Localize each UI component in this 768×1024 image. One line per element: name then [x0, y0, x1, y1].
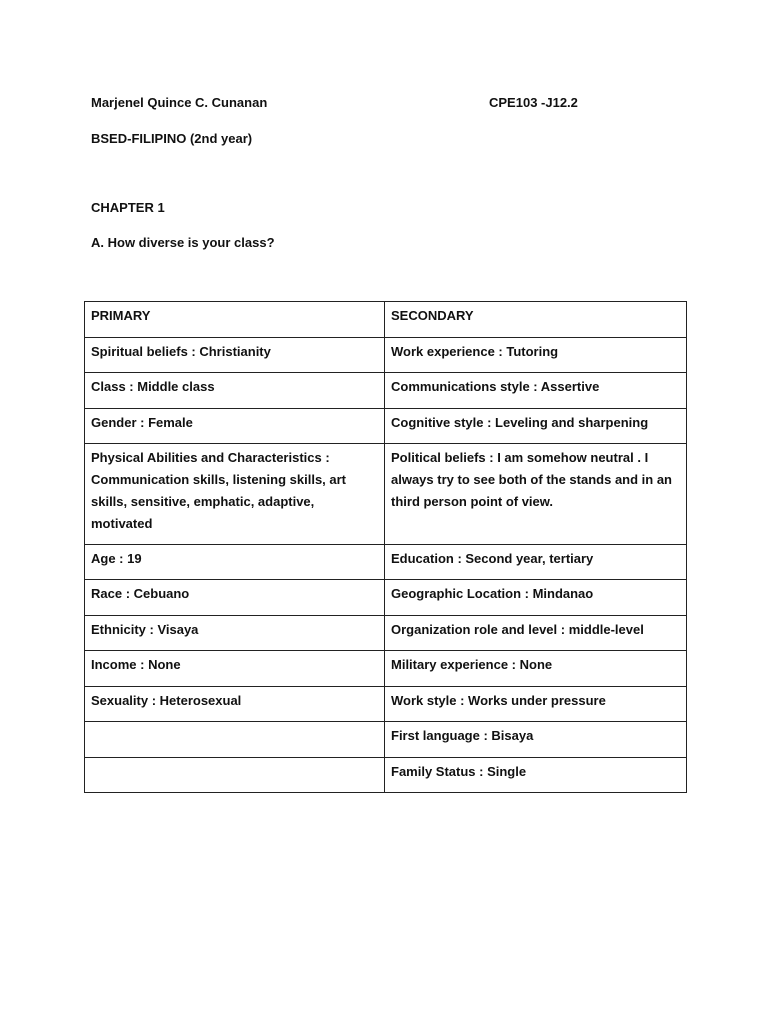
primary-cell [85, 722, 385, 758]
primary-cell: Age : 19 [85, 545, 385, 580]
secondary-cell: First language : Bisaya [385, 722, 687, 758]
table-header-row [85, 302, 687, 338]
secondary-cell: Work style : Works under pressure [385, 687, 687, 722]
table-row [85, 722, 687, 758]
table-row [85, 444, 687, 545]
diversity-table [84, 301, 687, 793]
chapter-heading: CHAPTER 1 [91, 200, 165, 215]
secondary-cell: Organization role and level : middle-level [385, 616, 687, 651]
table-row [85, 373, 687, 409]
course-code: CPE103 -J12.2 [489, 95, 578, 110]
table-row [85, 616, 687, 651]
program-name: BSED-FILIPINO (2nd year) [91, 131, 253, 146]
primary-cell: Gender : Female [85, 409, 385, 444]
secondary-cell: Family Status : Single [385, 758, 687, 793]
secondary-cell: Work experience : Tutoring [385, 338, 687, 373]
secondary-cell: Education : Second year, tertiary [385, 545, 687, 580]
secondary-cell: Cognitive style : Leveling and sharpening [385, 409, 687, 444]
secondary-cell: Military experience : None [385, 651, 687, 687]
table-row [85, 409, 687, 444]
header-primary: PRIMARY [85, 302, 385, 338]
table-row [85, 545, 687, 580]
table-row [85, 687, 687, 722]
primary-cell: Income : None [85, 651, 385, 687]
author-name: Marjenel Quince C. Cunanan [91, 95, 268, 110]
secondary-cell: Geographic Location : Mindanao [385, 580, 687, 616]
table-row [85, 651, 687, 687]
primary-cell: Ethnicity : Visaya [85, 616, 385, 651]
primary-cell: Class : Middle class [85, 373, 385, 409]
table-row [85, 338, 687, 373]
primary-cell [85, 758, 385, 793]
primary-cell: Spiritual beliefs : Christianity [85, 338, 385, 373]
primary-cell: Physical Abilities and Characteristics : Communication skills, listening skills, art skills, sensitive, emphatic, adaptive, motivated [85, 444, 385, 545]
table-row [85, 758, 687, 793]
primary-cell: Sexuality : Heterosexual [85, 687, 385, 722]
question-heading: A. How diverse is your class? [91, 235, 275, 250]
secondary-cell: Communications style : Assertive [385, 373, 687, 409]
table-row [85, 580, 687, 616]
header-secondary: SECONDARY [385, 302, 687, 338]
primary-cell: Race : Cebuano [85, 580, 385, 616]
secondary-cell: Political beliefs : I am somehow neutral . I always try to see both of the stands and in an third person point of view. [385, 444, 687, 545]
